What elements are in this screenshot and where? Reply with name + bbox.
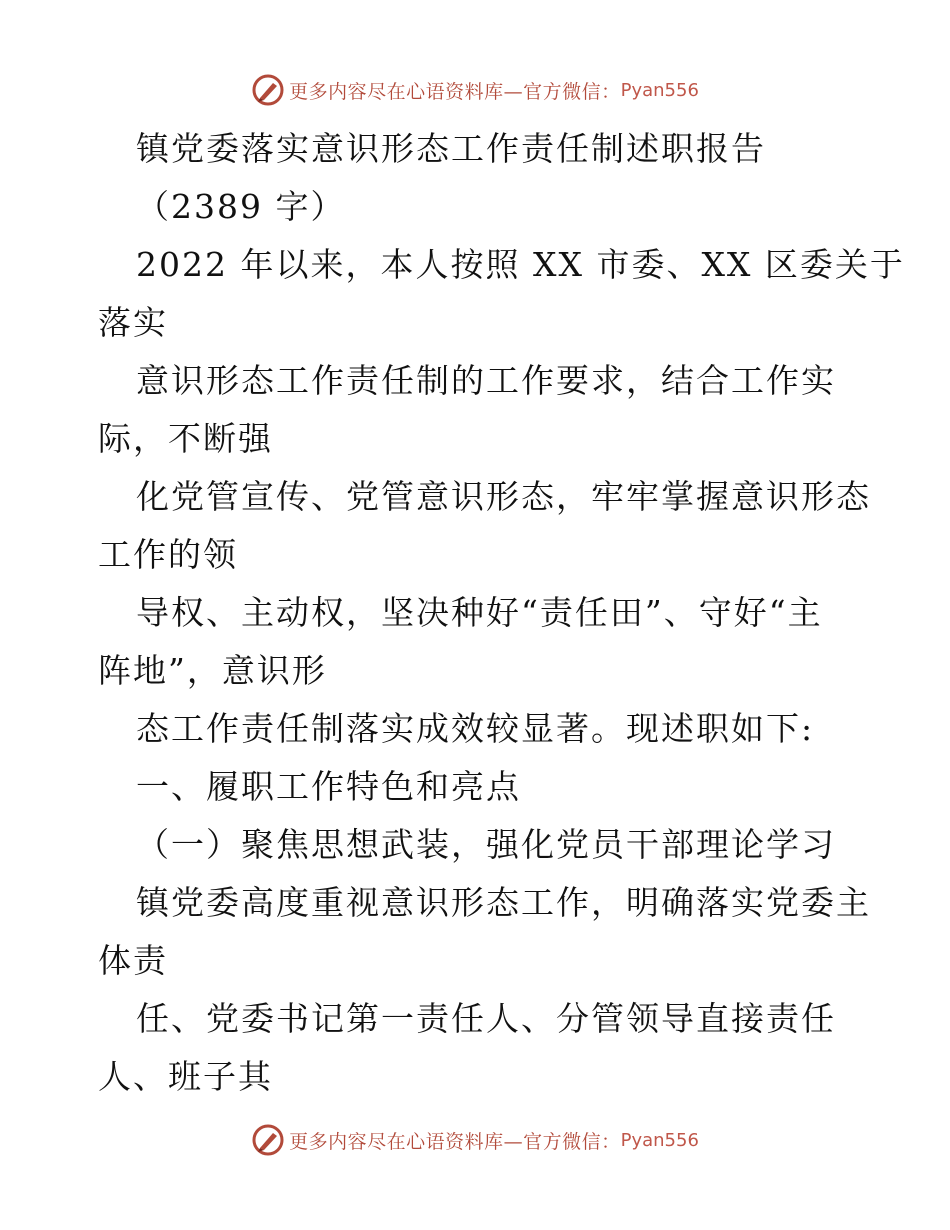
- text-line: 体责: [98, 941, 168, 980]
- text-line: 工作的领: [98, 535, 238, 574]
- text-line: 化党管宣传、党管意识形态，牢牢掌握意识形态: [136, 477, 871, 516]
- pen-logo-icon: [251, 1123, 285, 1157]
- text-line: 际，不断强: [98, 419, 273, 458]
- watermark-handle: Pyan556: [620, 79, 699, 101]
- text-line: （一）聚焦思想武装，强化党员干部理论学习: [136, 825, 836, 864]
- text-line: 任、党委书记第一责任人、分管领导直接责任: [136, 999, 836, 1038]
- text-line: 导权、主动权，坚决种好“责任田”、守好“主: [136, 593, 823, 632]
- watermark-text: 更多内容尽在心语资料库—官方微信：: [289, 1130, 621, 1153]
- text-line: 态工作责任制落实成效较显著。现述职如下:: [136, 709, 815, 748]
- text-line: 意识形态工作责任制的工作要求，结合工作实: [136, 361, 836, 400]
- text-line: 落实: [98, 303, 168, 342]
- text-line: 阵地”，意识形: [98, 651, 327, 690]
- text-line: 人、班子其: [98, 1057, 273, 1096]
- document-body: [98, 120, 905, 1106]
- footer-watermark: [0, 1120, 950, 1160]
- text-line: 镇党委落实意识形态工作责任制述职报告: [136, 129, 766, 168]
- header-watermark: [0, 70, 950, 110]
- text-line: 2022 年以来，本人按照 XX 市委、XX 区委关于: [136, 245, 905, 284]
- watermark-handle: Pyan556: [620, 1129, 699, 1151]
- pen-logo-icon: [251, 73, 285, 107]
- text-line: （2389 字）: [136, 187, 346, 226]
- watermark-text: 更多内容尽在心语资料库—官方微信：: [289, 80, 621, 103]
- text-line: 一、履职工作特色和亮点: [136, 767, 521, 806]
- text-line: 镇党委高度重视意识形态工作，明确落实党委主: [136, 883, 871, 922]
